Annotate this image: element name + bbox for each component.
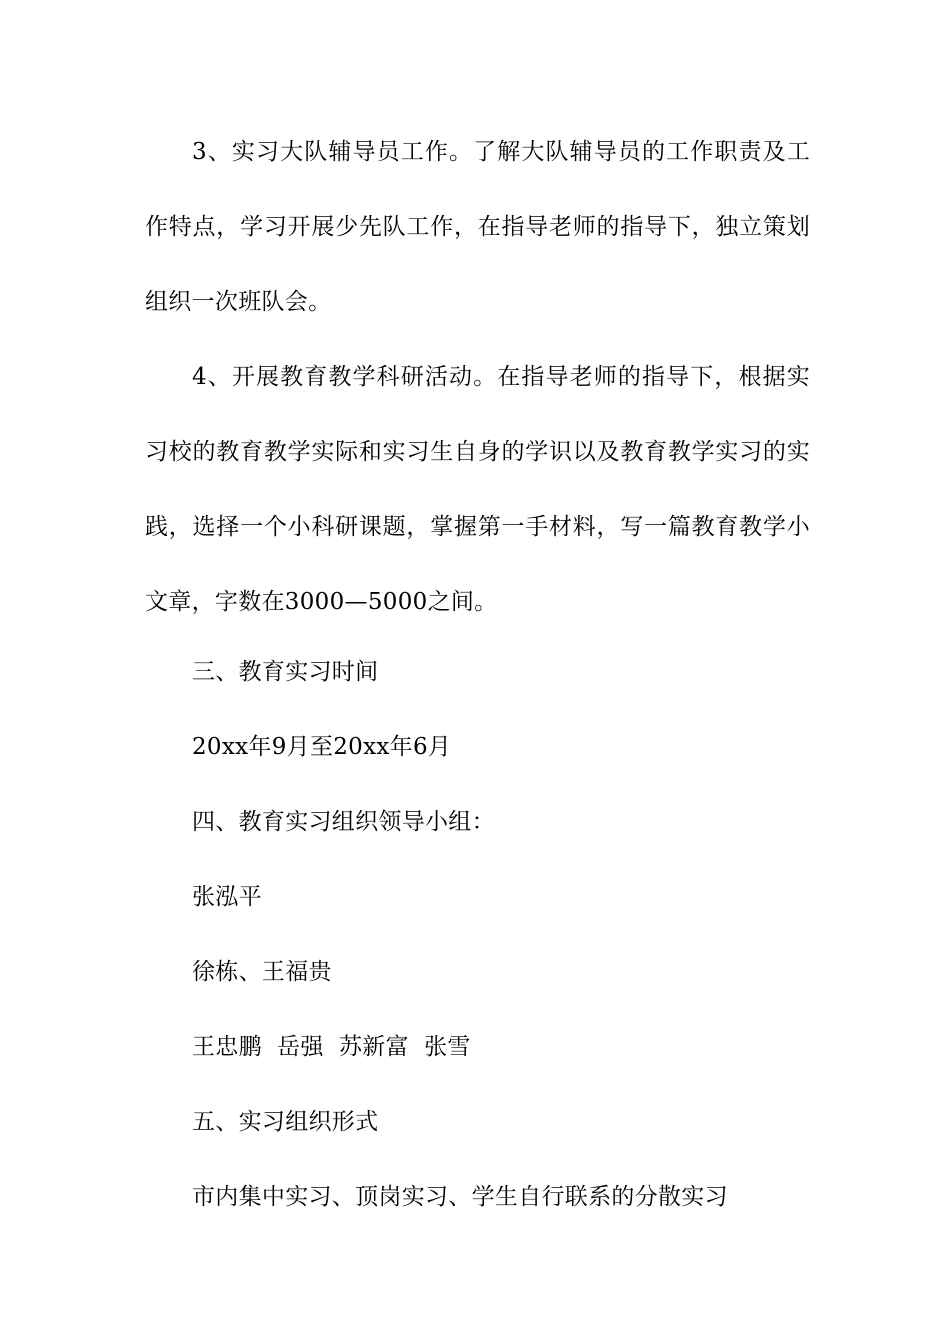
leader-line-3: 王忠鹏 岳强 苏新富 张雪 (192, 1034, 471, 1060)
internship-form-description: 市内集中实习、顶岗实习、学生自行联系的分散实习 (192, 1184, 728, 1210)
section-heading-leaders: 四、教育实习组织领导小组： (192, 809, 495, 835)
leader-line-2: 徐栋、王福贵 (192, 959, 332, 985)
internship-period: 20xx年9月至20xx年6月 (192, 734, 452, 760)
section-heading-time: 三、教育实习时间 (192, 659, 379, 685)
paragraph-item-4: 4、开展教育教学科研活动。在指导老师的指导下，根据实习校的教育教学实际和实习生自身的学识以及教育教学实习的实践，选择一个小科研课题，掌握第一手材料，写一篇教育教学小文章，字数在3000—5000之间。 (145, 364, 810, 615)
leader-line-1: 张泓平 (192, 884, 262, 910)
paragraph-item-3: 3、实习大队辅导员工作。了解大队辅导员的工作职责及工作特点，学习开展少先队工作，在指导老师的指导下，独立策划组织一次班队会。 (145, 139, 810, 315)
section-heading-form: 五、实习组织形式 (192, 1109, 379, 1135)
